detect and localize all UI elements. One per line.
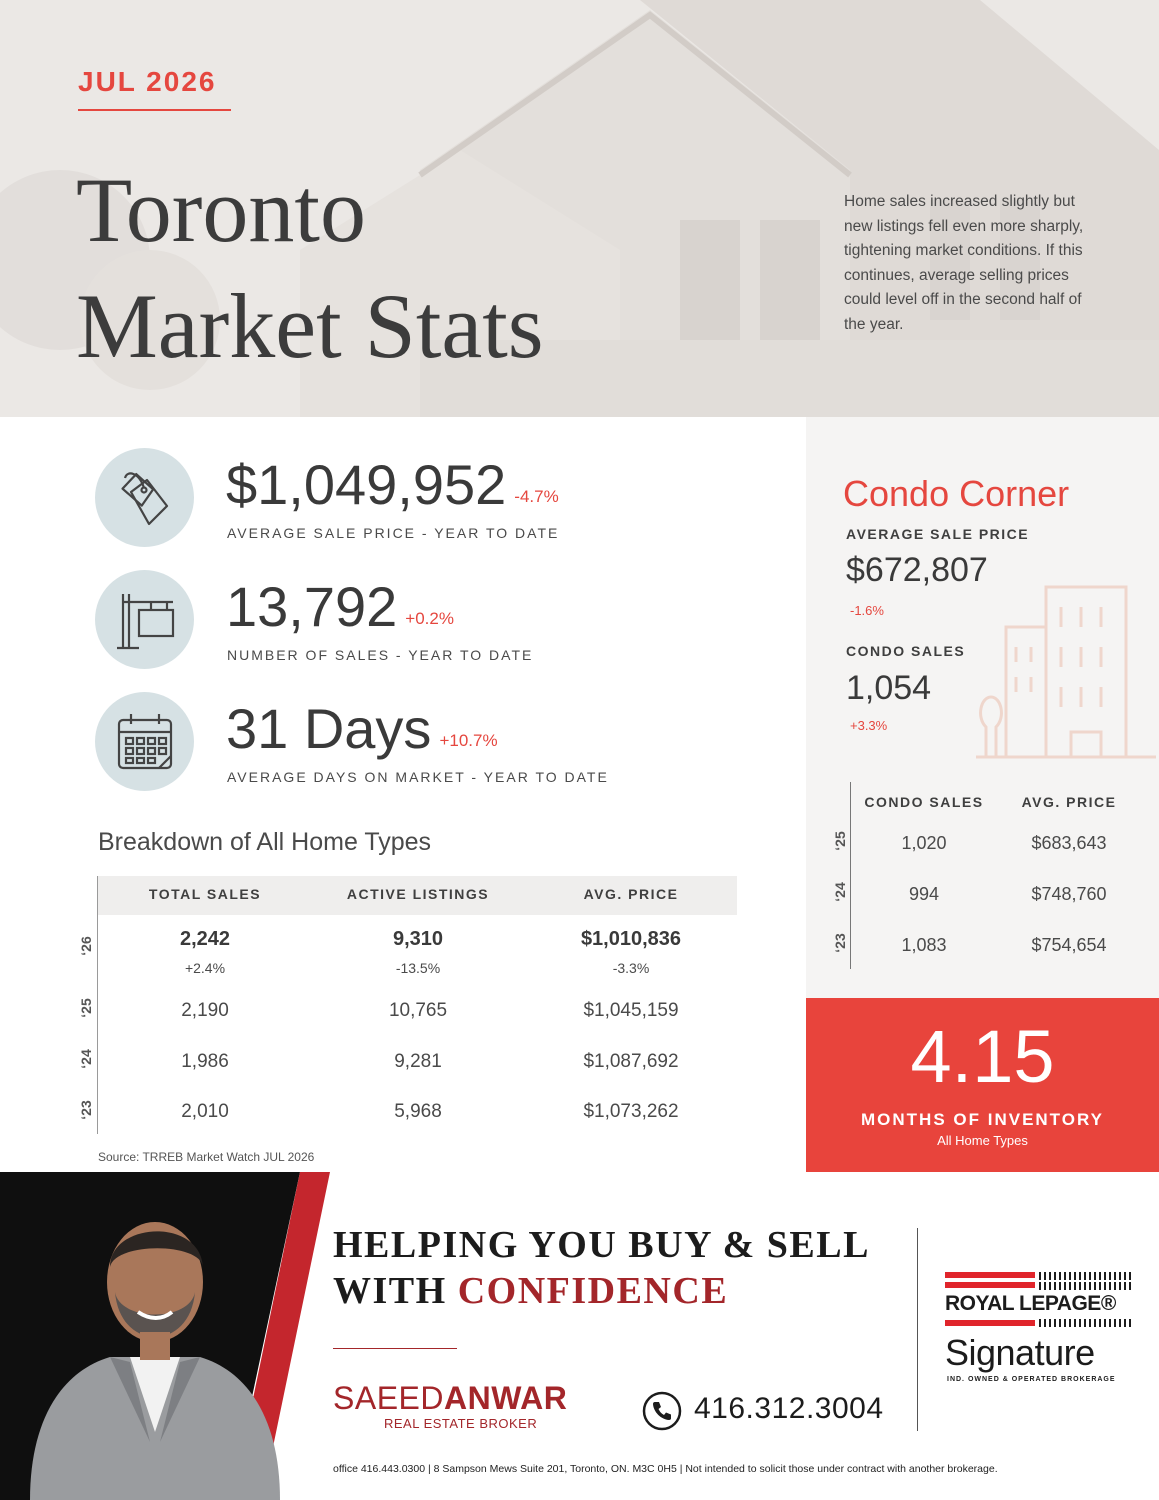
logo-bar xyxy=(945,1320,1035,1326)
row-year-label: ‘23 xyxy=(78,1100,94,1120)
table-cell: 1,020 xyxy=(901,833,947,853)
table-cell: $1,010,836 xyxy=(580,928,682,950)
hero-banner xyxy=(0,0,1159,417)
title-line-1: Toronto xyxy=(76,159,366,261)
office-address: office 416.443.0300 | 8 Sampson Mews Suite 201, Toronto, ON. M3C 0H5 | Not intended to solicit those under contract with another brokerage. xyxy=(333,1463,998,1475)
tagline-accent: CONFIDENCE xyxy=(457,1270,729,1312)
table-cell: 1,986 xyxy=(181,1051,229,1072)
table-cell-change: -3.3% xyxy=(612,960,650,976)
tagline-line-1: HELPING YOU BUY & SELL xyxy=(333,1224,870,1266)
logo-signature: Signature xyxy=(945,1332,1095,1373)
inventory-value: 4.15 xyxy=(910,1015,1055,1098)
table-cell: $683,643 xyxy=(1031,833,1107,853)
market-summary: Home sales increased slightly but new listings fell even more sharply, tightening market conditions. If this continues, average selling prices could level off in the second half of the year. xyxy=(844,193,1084,333)
row-year-label: ‘23 xyxy=(832,933,848,953)
table-cell: 9,310 xyxy=(392,928,444,950)
table-cell: 10,765 xyxy=(388,1000,448,1021)
column-header-condo-sales: CONDO SALES xyxy=(864,794,984,810)
logo-subtitle: IND. OWNED & OPERATED BROKERAGE xyxy=(947,1376,1116,1383)
column-header-active-listings: ACTIVE LISTINGS xyxy=(346,886,490,902)
price-tag-icon xyxy=(113,466,177,530)
table-cell: $1,087,692 xyxy=(583,1051,679,1072)
row-year-label: ‘24 xyxy=(832,882,848,902)
condo-buildings-icon xyxy=(976,567,1156,767)
condo-sales-label: CONDO SALES xyxy=(846,643,966,659)
tagline-prefix: WITH xyxy=(333,1270,458,1312)
stat-change: -4.7% xyxy=(514,487,559,506)
row-year-label: ‘25 xyxy=(78,998,94,1018)
stat-icon-circle xyxy=(95,570,194,669)
months-of-inventory-panel xyxy=(806,998,1159,1172)
agent-last-name: ANWAR xyxy=(443,1380,568,1416)
table-cell: 9,281 xyxy=(394,1051,442,1072)
condo-price-label: AVERAGE SALE PRICE xyxy=(846,526,1030,542)
table-cell-change: +2.4% xyxy=(184,960,226,976)
breakdown-table-axis xyxy=(97,876,98,1134)
logo-bar xyxy=(945,1282,1035,1288)
table-cell: 2,010 xyxy=(181,1101,229,1122)
stat-label: AVERAGE DAYS ON MARKET - YEAR TO DATE xyxy=(227,769,609,785)
title-line-2: Market Stats xyxy=(76,275,544,377)
stat-average-sale-price xyxy=(95,448,795,548)
condo-sales-value: 1,054 xyxy=(846,669,932,707)
column-header-total-sales: TOTAL SALES xyxy=(148,886,262,902)
table-cell: 2,242 xyxy=(179,928,231,950)
inventory-sub-label: All Home Types xyxy=(937,1133,1028,1148)
footer-divider xyxy=(917,1228,918,1431)
stat-change: +10.7% xyxy=(439,731,498,750)
agent-title: REAL ESTATE BROKER xyxy=(384,1416,538,1431)
table-cell: $754,654 xyxy=(1031,935,1107,955)
table-cell: $1,045,159 xyxy=(583,1000,679,1021)
stat-days-on-market xyxy=(95,692,795,792)
table-cell: 1,083 xyxy=(901,935,947,955)
inventory-label: MONTHS OF INVENTORY xyxy=(861,1110,1104,1129)
agent-photo xyxy=(0,1172,330,1500)
agent-phone[interactable]: 416.312.3004 xyxy=(694,1392,884,1425)
agent-name xyxy=(333,1380,567,1417)
breakdown-title: Breakdown of All Home Types xyxy=(98,828,432,856)
stat-number: $1,049,952 xyxy=(226,453,507,516)
condo-price-change: -1.6% xyxy=(850,603,884,618)
logo-bar xyxy=(945,1272,1035,1278)
royal-lepage-logo xyxy=(945,1272,1131,1388)
table-cell: 5,968 xyxy=(394,1101,442,1122)
table-cell: 2,190 xyxy=(181,1000,229,1021)
agent-first-name: SAEED xyxy=(333,1380,444,1416)
stat-value xyxy=(226,572,454,654)
stat-change: +0.2% xyxy=(405,609,454,628)
logo-ticks xyxy=(1039,1319,1131,1327)
calendar-icon xyxy=(113,710,177,774)
table-cell-change: -13.5% xyxy=(395,960,441,976)
row-year-label: ‘24 xyxy=(78,1049,94,1069)
condo-price-value: $672,807 xyxy=(846,551,988,589)
column-header-condo-avg-price: AVG. PRICE xyxy=(1021,794,1117,810)
tagline-divider xyxy=(333,1348,457,1349)
column-header-avg-price: AVG. PRICE xyxy=(583,886,679,902)
condo-corner-panel xyxy=(806,417,1159,998)
sign-post-icon xyxy=(113,588,177,652)
table-cell: 994 xyxy=(908,884,940,904)
agent-footer xyxy=(0,1172,1159,1500)
stat-number: 31 Days xyxy=(226,697,432,760)
row-year-label: ‘25 xyxy=(832,831,848,851)
stat-icon-circle xyxy=(95,448,194,547)
table-cell: $1,073,262 xyxy=(583,1101,679,1122)
stat-icon-circle xyxy=(95,692,194,791)
stat-value xyxy=(226,450,559,532)
table-cell: $748,760 xyxy=(1031,884,1107,904)
logo-ticks xyxy=(1039,1282,1131,1290)
logo-royal-lepage: ROYAL LEPAGE® xyxy=(945,1292,1116,1315)
logo-ticks xyxy=(1039,1272,1131,1280)
stat-number: 13,792 xyxy=(226,575,398,638)
row-year-label: ‘26 xyxy=(78,936,94,956)
data-source-note: Source: TRREB Market Watch JUL 2026 xyxy=(98,1150,315,1164)
stat-number-of-sales xyxy=(95,570,795,670)
stat-label: NUMBER OF SALES - YEAR TO DATE xyxy=(227,647,534,663)
stat-label: AVERAGE SALE PRICE - YEAR TO DATE xyxy=(227,525,560,541)
report-date: JUL 2026 xyxy=(78,66,217,97)
condo-corner-title: Condo Corner xyxy=(843,473,1070,514)
condo-sales-change: +3.3% xyxy=(850,718,888,733)
date-underline xyxy=(78,109,231,111)
stat-value xyxy=(226,694,498,776)
tagline-line-2 xyxy=(333,1268,870,1314)
phone-icon xyxy=(642,1391,682,1431)
tagline xyxy=(333,1222,870,1314)
page-title xyxy=(76,152,544,384)
